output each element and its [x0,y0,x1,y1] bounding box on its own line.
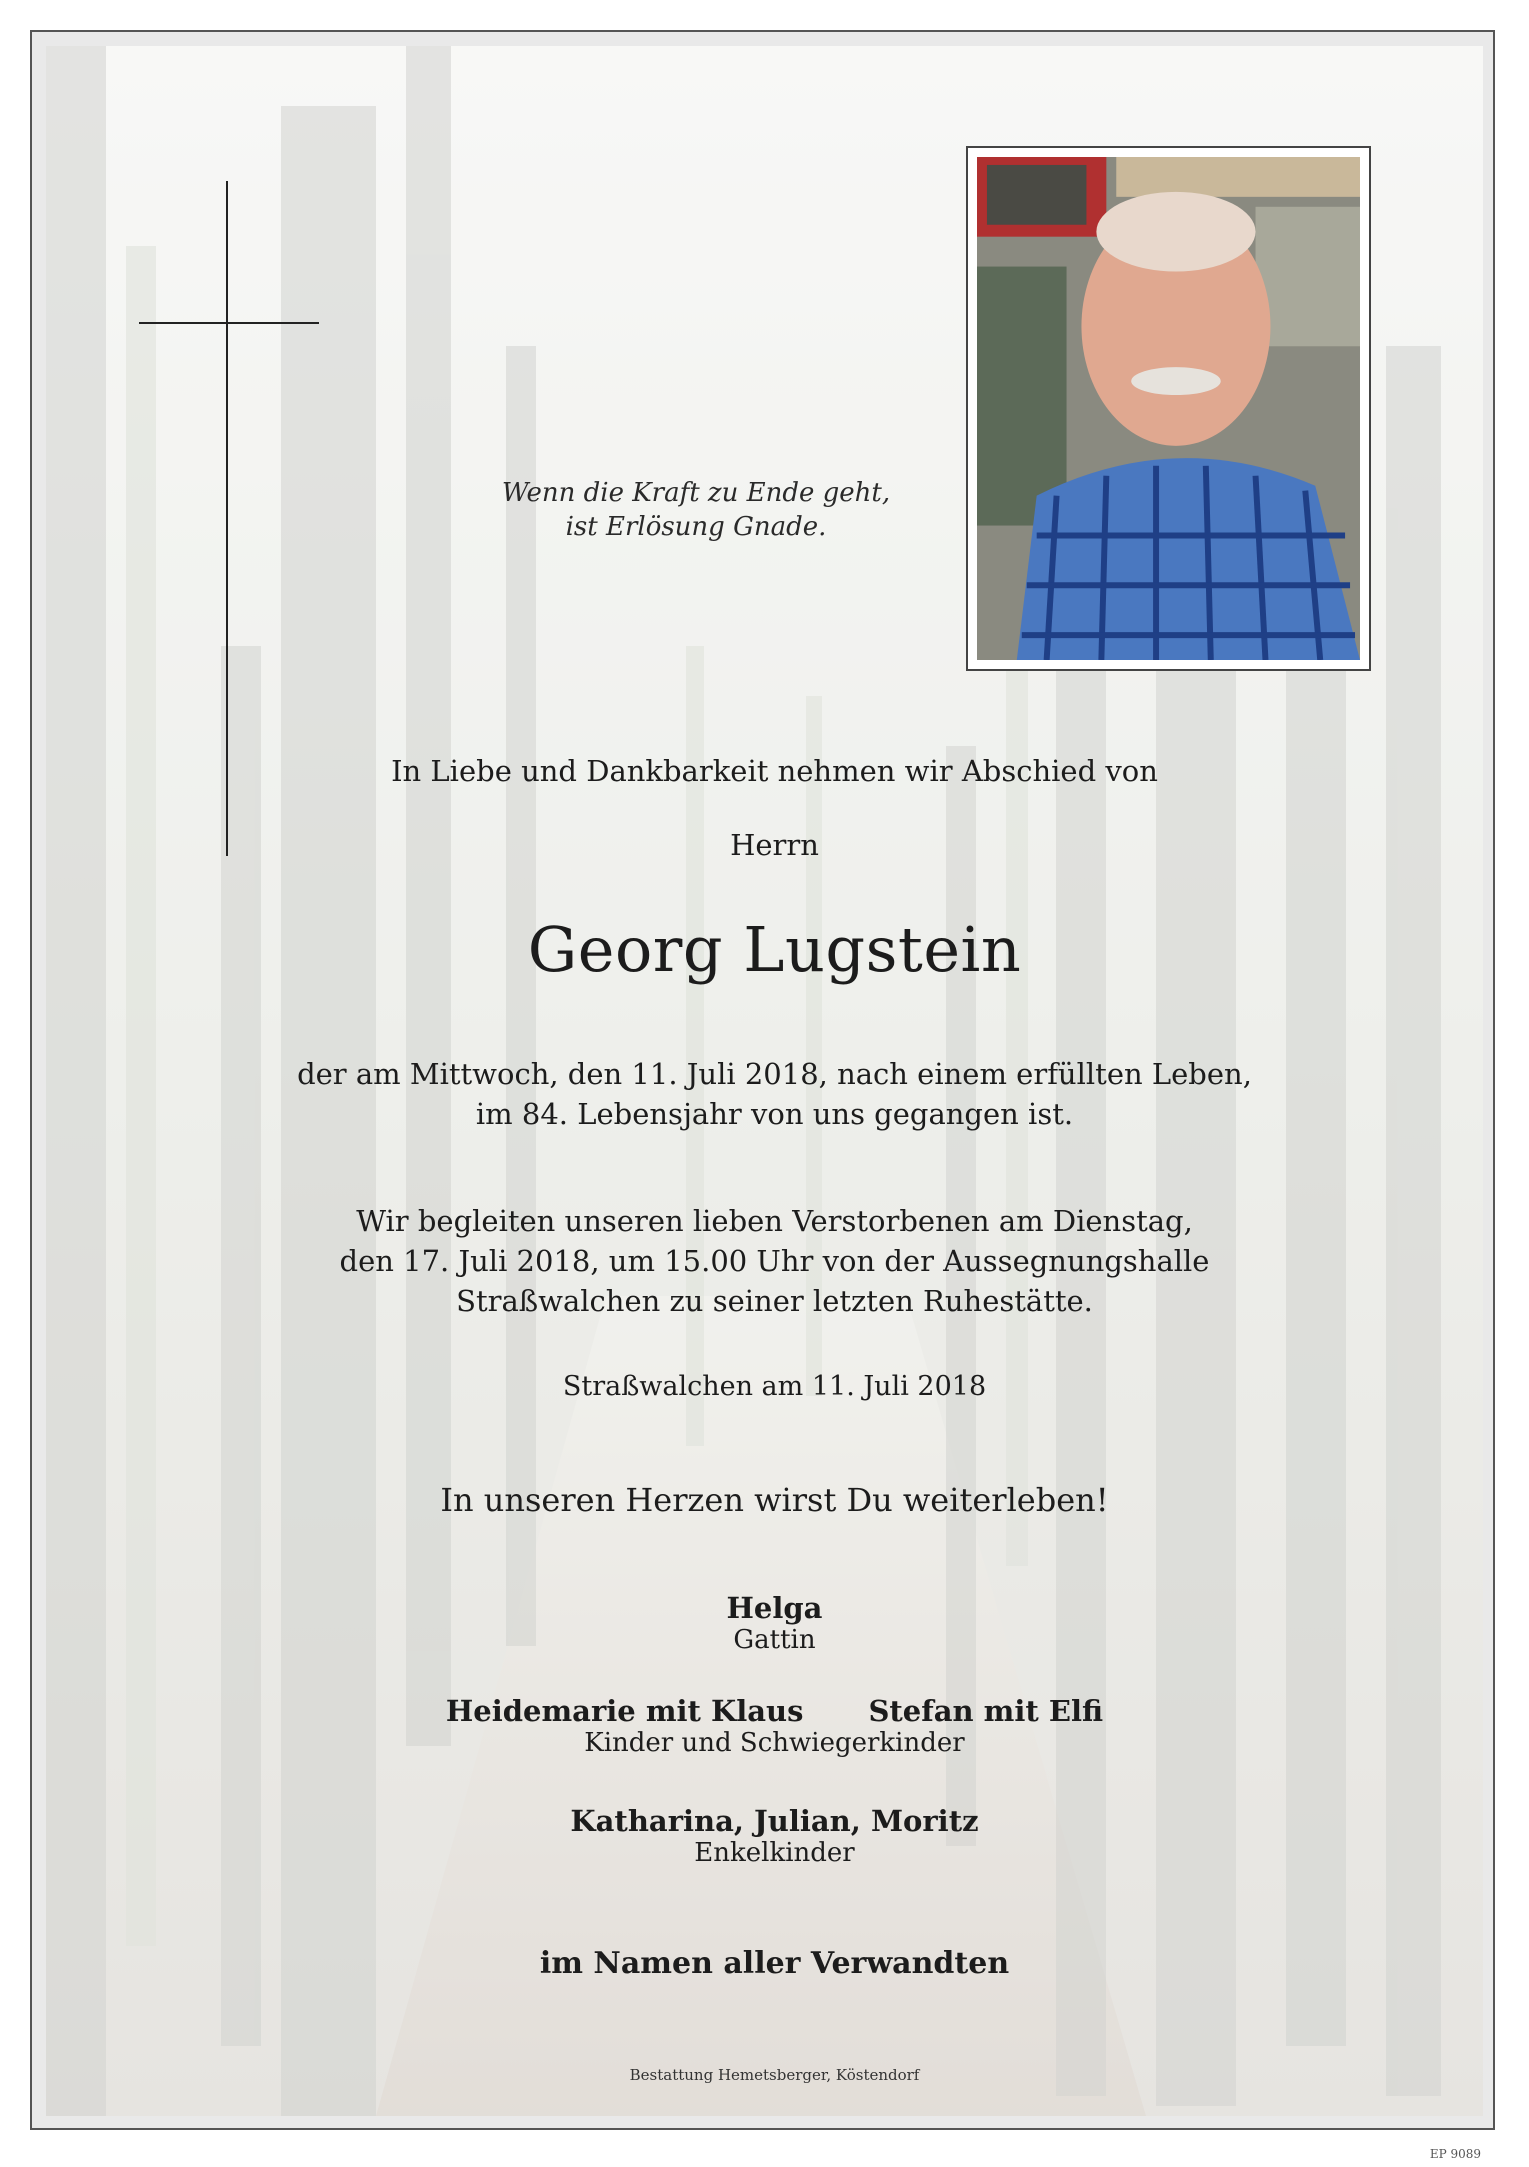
motto: In unseren Herzen wirst Du weiterleben! [440,1481,1109,1519]
child-name-1: Heidemarie mit Klaus [445,1694,804,1728]
death-notice [56,1054,1483,1134]
salutation: Herrn [730,828,819,862]
template-code: EP 9089 [1429,2147,1481,2161]
closing-line: im Namen aller Verwandten [539,1946,1010,1981]
quote-line-2: ist Erlösung Gnade. [565,512,827,542]
child-name-2: Stefan mit Elfi [868,1694,1104,1728]
funeral-line-1: Wir begleiten unseren lieben Verstorbenen am Dienstag, [356,1204,1193,1238]
children-role: Kinder und Schwiegerkinder [584,1728,965,1758]
quote [436,476,956,544]
quote-line-1: Wenn die Kraft zu Ende geht, [501,478,891,508]
funeral-line-3: Straßwalchen zu seiner letzten Ruhestätte. [456,1284,1093,1318]
spouse-block [56,1591,1483,1655]
grandchildren-block [56,1804,1483,1868]
grandchildren-names: Katharina, Julian, Moritz [570,1804,979,1838]
intro-text: In Liebe und Dankbarkeit nehmen wir Abschied von [391,754,1158,788]
death-line-1: der am Mittwoch, den 11. Juli 2018, nach einem erfüllten Leben, [297,1057,1252,1091]
grandchildren-role: Enkelkinder [694,1838,855,1868]
funeral-info [56,1201,1483,1321]
funeral-line-2: den 17. Juli 2018, um 15.00 Uhr von der Aussegnungshalle [339,1244,1210,1278]
death-line-2: im 84. Lebensjahr von uns gegangen ist. [475,1097,1074,1131]
spouse-name: Helga [726,1591,823,1625]
notice-card [46,46,1483,2116]
place-date: Straßwalchen am 11. Juli 2018 [562,1371,987,1402]
children-block [56,1694,1483,1758]
portrait-photo [966,146,1371,671]
undertaker-credit: Bestattung Hemetsberger, Köstendorf [629,2066,920,2084]
spouse-role: Gattin [733,1625,816,1655]
deceased-name: Georg Lugstein [527,913,1022,986]
